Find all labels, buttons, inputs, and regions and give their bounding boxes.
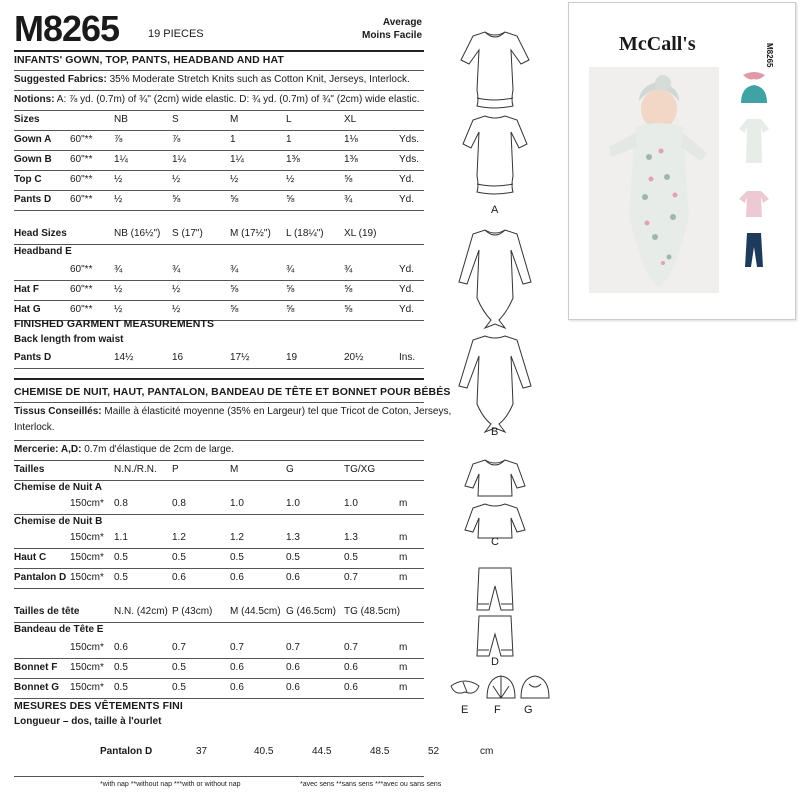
fabric-width: 150cm*: [70, 642, 104, 653]
size-value: ½: [172, 304, 181, 315]
size-value: 0.7: [230, 642, 244, 653]
header-rule: [14, 50, 424, 52]
fabric-width: 60"**: [70, 134, 93, 145]
size-value: ⅝: [286, 304, 295, 315]
size-value: ½: [172, 284, 181, 295]
rule: [14, 440, 424, 441]
yardage-row: [14, 530, 424, 546]
english-title: INFANTS' GOWN, TOP, PANTS, HEADBAND AND HAT: [14, 54, 284, 66]
gown-a-label-fr: Chemise de Nuit A: [14, 482, 102, 493]
yardage-row: [14, 680, 424, 696]
rule: [14, 402, 424, 403]
top-c-back-sketch: [465, 504, 525, 538]
rule: [14, 150, 424, 151]
unit: Yds.: [399, 134, 420, 145]
pattern-number: M8265: [14, 8, 120, 49]
column-header: NB: [114, 114, 128, 125]
size-value: 1: [286, 134, 292, 145]
column-header: M (17½"): [230, 228, 271, 239]
fabrics-fr-text: Maille à élasticité moyenne (35% en Largeur) tel que Tricot de Coton, Jerseys,: [104, 406, 452, 417]
yardage-row: [14, 570, 424, 586]
unit: Yd.: [399, 304, 415, 315]
fabric-width: 150cm*: [70, 552, 104, 563]
fabric-width: 150cm*: [70, 682, 104, 693]
size-value: 1⅛: [344, 134, 358, 145]
unit: Yd.: [399, 264, 415, 275]
size-value: 0.6: [172, 572, 186, 583]
yardage-row: [14, 302, 424, 318]
notions-label: Notions:: [14, 94, 55, 105]
size-value: ¾: [114, 264, 123, 275]
size-value: 1.1: [114, 532, 128, 543]
size-value: 0.6: [286, 662, 300, 673]
column-header: Head Sizes: [14, 228, 67, 239]
gown-b-front-sketch: [459, 230, 531, 328]
rule: [14, 568, 424, 569]
fabrics-fr-label: Tissus Conseillés:: [14, 406, 102, 417]
row-label: Pantalon D: [14, 572, 67, 583]
yardage-row: [14, 660, 424, 676]
headband-e-sketch: [451, 681, 479, 693]
size-value: ⅝: [344, 174, 353, 185]
yardage-row: [14, 550, 424, 566]
view-label-a: A: [491, 204, 499, 216]
column-header: M: [230, 114, 239, 125]
size-value: ¾: [344, 194, 353, 205]
size-value: 0.6: [230, 682, 244, 693]
size-value: 1¼: [230, 154, 244, 165]
cover-pattern-number: M8265: [765, 43, 774, 68]
size-value: 1⅜: [286, 154, 300, 165]
size-value: 0.6: [286, 572, 300, 583]
size-value: 19: [286, 352, 298, 363]
pieces-count: 19 PIECES: [148, 28, 204, 40]
size-value: ⅝: [286, 284, 295, 295]
size-value: 0.7: [172, 642, 186, 653]
size-value: ⅝: [230, 194, 239, 205]
row-label: Bonnet F: [14, 662, 58, 673]
rule: [14, 368, 424, 369]
size-value: 0.5: [114, 662, 128, 673]
column-header: TG/XG: [344, 464, 376, 475]
rule: [14, 658, 424, 659]
finished-title-fr: MESURES DES VÊTEMENTS FINI: [14, 700, 183, 712]
size-value: ⅝: [230, 284, 239, 295]
fabric-width: 60"**: [70, 264, 93, 275]
size-value: 1¼: [172, 154, 186, 165]
size-value: 1.2: [172, 532, 186, 543]
gown-a-back-sketch: [463, 116, 527, 194]
column-header: N.N./R.N.: [114, 464, 157, 475]
size-value: ½: [172, 174, 181, 185]
size-value: ¾: [230, 264, 239, 275]
yardage-row: [14, 282, 424, 298]
envelope-cover: [568, 2, 796, 320]
rule: [14, 588, 424, 589]
unit: Ins.: [399, 352, 416, 363]
fabric-width: 60"**: [70, 154, 93, 165]
column-header: L (18¼"): [286, 228, 324, 239]
rule: [14, 678, 424, 679]
size-value: 0.5: [344, 552, 358, 563]
fabric-width: 60"**: [70, 194, 93, 205]
fabric-width: 60"**: [70, 174, 93, 185]
yardage-row: [14, 152, 424, 168]
column-header: XL (19): [344, 228, 377, 239]
rule: [14, 130, 424, 131]
footnote-en: *with nap **without nap ***with or without nap: [100, 781, 241, 788]
view-label-e: E: [461, 704, 469, 716]
size-value: 0.8: [172, 498, 186, 509]
pants-measure-row-fr: [100, 744, 494, 760]
fabric-width: 150cm*: [70, 572, 104, 583]
headband-label-en: Headband E: [14, 246, 72, 257]
column-header: P: [172, 464, 179, 475]
column-header: P (43cm): [172, 606, 213, 617]
size-value: 1⅜: [344, 154, 358, 165]
size-value: ½: [114, 174, 123, 185]
unit: m: [399, 498, 408, 509]
column-header: G (46.5cm): [286, 606, 337, 617]
top-c-front-sketch: [465, 460, 525, 496]
fabrics-fr-line: [14, 406, 452, 417]
pants-d-back-sketch: [477, 616, 513, 656]
footer-rule: [14, 776, 424, 777]
view-label-d: D: [491, 656, 499, 668]
rule: [14, 548, 424, 549]
size-value: 0.5: [172, 552, 186, 563]
size-value: 0.7: [286, 642, 300, 653]
notions-fr-line: [14, 444, 424, 455]
size-value: 14½: [114, 352, 134, 363]
size-value: 44.5: [312, 746, 332, 757]
yardage-row: [14, 192, 424, 208]
row-label: Hat F: [14, 284, 39, 295]
yardage-row: [14, 172, 424, 188]
size-value: 0.5: [114, 552, 128, 563]
column-header: S: [172, 114, 179, 125]
size-value: ½: [286, 174, 295, 185]
size-value: 0.7: [344, 572, 358, 583]
unit: m: [399, 662, 408, 673]
size-value: 0.6: [230, 572, 244, 583]
view-label-c: C: [491, 536, 499, 548]
unit: Yd.: [399, 284, 415, 295]
size-value: ¾: [344, 264, 353, 275]
row-label: Pants D: [14, 352, 52, 363]
rule: [14, 110, 424, 111]
cover-photo: [589, 67, 719, 293]
size-value: ⅝: [344, 304, 353, 315]
size-value: ½: [114, 194, 123, 205]
hat-f-sketch: [487, 676, 515, 698]
rule: [14, 170, 424, 171]
fabrics-text: 35% Moderate Stretch Knits such as Cotton Knit, Jerseys, Interlock.: [109, 74, 410, 85]
notions-fr-text: 0.7m d'élastique de 2cm de large.: [84, 444, 234, 455]
fabric-width: 150cm*: [70, 662, 104, 673]
size-value: 0.8: [114, 498, 128, 509]
size-value: 0.6: [286, 682, 300, 693]
size-value: 0.7: [344, 642, 358, 653]
size-value: ¾: [172, 264, 181, 275]
difficulty-fr: Moins Facile: [361, 30, 422, 41]
size-value: 37: [196, 746, 208, 757]
sizes-header-row: [14, 112, 424, 128]
size-value: ½: [114, 304, 123, 315]
fabrics-label: Suggested Fabrics:: [14, 74, 107, 85]
fabrics-fr-text2: Interlock.: [14, 422, 55, 433]
fabric-width: 150cm*: [70, 532, 104, 543]
back-length-fr: Longueur – dos, taille à l'ourlet: [14, 716, 162, 727]
size-value: 1.3: [286, 532, 300, 543]
size-value: 0.5: [172, 682, 186, 693]
size-value: 20½: [344, 352, 364, 363]
row-label: Haut C: [14, 552, 47, 563]
rule: [14, 90, 424, 91]
size-value: 52: [428, 746, 440, 757]
rule: [14, 300, 424, 301]
unit: m: [399, 642, 408, 653]
column-header: G: [286, 464, 294, 475]
column-header: TG (48.5cm): [344, 606, 401, 617]
section-rule: [14, 378, 424, 380]
tailles-tete-header-row: [14, 604, 424, 620]
size-value: 0.6: [344, 682, 358, 693]
yardage-row: [14, 640, 424, 656]
view-sketches: [445, 20, 555, 780]
fabric-width: 60"**: [70, 304, 93, 315]
headband-label-fr: Bandeau de Tête E: [14, 624, 104, 635]
size-value: 1.3: [344, 532, 358, 543]
unit: Yd.: [399, 194, 415, 205]
size-value: 1¼: [114, 154, 128, 165]
column-header: Tailles de tête: [14, 606, 80, 617]
size-value: 1.2: [230, 532, 244, 543]
row-label: Pants D: [14, 194, 52, 205]
row-label: Pantalon D: [100, 746, 153, 757]
column-header: XL: [344, 114, 357, 125]
fabric-width: 150cm*: [70, 498, 104, 509]
size-value: 0.5: [172, 662, 186, 673]
notions-text: A: ⅞ yd. (0.7m) of ¾" (2cm) wide elastic. D: ¾ yd. (0.7m) of ¾" (2cm) wide elastic.: [56, 94, 420, 105]
size-value: 40.5: [254, 746, 274, 757]
unit: m: [399, 682, 408, 693]
unit: m: [399, 572, 408, 583]
footnote-fr: *avec sens **sans sens ***avec ou sans sens: [300, 781, 442, 788]
size-value: 1.0: [286, 498, 300, 509]
unit: m: [399, 532, 408, 543]
row-label: Bonnet G: [14, 682, 59, 693]
rule: [14, 280, 424, 281]
size-value: ⅞: [114, 134, 123, 145]
finished-title-en: FINISHED GARMENT MEASUREMENTS: [14, 318, 215, 330]
view-label-f: F: [494, 704, 501, 716]
size-value: 0.6: [114, 642, 128, 653]
unit: Yd.: [399, 174, 415, 185]
size-value: ½: [114, 284, 123, 295]
yardage-row: [14, 132, 424, 148]
column-header: NB (16½"): [114, 228, 161, 239]
size-value: 17½: [230, 352, 250, 363]
fabric-width: 60"**: [70, 284, 93, 295]
size-value: 1: [230, 134, 236, 145]
difficulty-en: Average: [382, 17, 422, 28]
size-value: ¾: [286, 264, 295, 275]
brand-logo: McCall's: [619, 33, 696, 55]
row-label: Gown A: [14, 134, 52, 145]
french-title: CHEMISE DE NUIT, HAUT, PANTALON, BANDEAU DE TÊTE ET BONNET POUR BÉBÉS: [14, 386, 451, 398]
view-label-b: B: [491, 426, 499, 438]
row-label: Gown B: [14, 154, 52, 165]
view-label-g: G: [524, 704, 533, 716]
rule: [14, 698, 424, 699]
rule: [14, 460, 424, 461]
unit: Yds.: [399, 154, 420, 165]
size-value: 0.5: [286, 552, 300, 563]
cover-thumbnails: [729, 67, 779, 283]
size-value: ½: [230, 174, 239, 185]
rule: [14, 514, 424, 515]
column-header: Sizes: [14, 114, 40, 125]
size-value: 0.6: [344, 662, 358, 673]
column-header: M (44.5cm): [230, 606, 281, 617]
column-header: Tailles: [14, 464, 45, 475]
size-value: 0.5: [114, 682, 128, 693]
row-label: Hat G: [14, 304, 41, 315]
notions-line: [14, 94, 424, 105]
size-value: ⅝: [286, 194, 295, 205]
column-header: N.N. (42cm): [114, 606, 168, 617]
yardage-row: [14, 262, 424, 278]
pants-measure-row-en: [14, 350, 424, 366]
rule: [14, 244, 424, 245]
column-header: M: [230, 464, 239, 475]
pants-d-front-sketch: [477, 568, 513, 610]
head-sizes-header-row: [14, 226, 424, 242]
column-header: L: [286, 114, 292, 125]
size-value: ⅝: [172, 194, 181, 205]
size-value: 48.5: [370, 746, 390, 757]
rule: [14, 210, 424, 211]
size-value: 1.0: [344, 498, 358, 509]
rule: [14, 70, 424, 71]
size-value: ⅞: [172, 134, 181, 145]
rule: [14, 190, 424, 191]
notions-fr-label: Mercerie: A,D:: [14, 444, 82, 455]
difficulty: [300, 16, 422, 42]
size-value: 0.5: [230, 552, 244, 563]
rule: [14, 480, 424, 481]
column-header: S (17"): [172, 228, 203, 239]
unit: m: [399, 552, 408, 563]
gown-b-back-sketch: [459, 336, 531, 432]
gown-a-front-sketch: [461, 32, 529, 108]
size-value: 0.5: [114, 572, 128, 583]
size-value: 1.0: [230, 498, 244, 509]
back-length-en: Back length from waist: [14, 334, 124, 345]
rule: [14, 622, 424, 623]
row-label: Top C: [14, 174, 42, 185]
fabrics-line: [14, 74, 424, 85]
size-value: ⅝: [344, 284, 353, 295]
hat-g-sketch: [521, 676, 549, 698]
size-value: 16: [172, 352, 184, 363]
tailles-header-row: [14, 462, 424, 478]
yardage-row: [14, 496, 424, 512]
gown-b-label-fr: Chemise de Nuit B: [14, 516, 103, 527]
size-value: 0.6: [230, 662, 244, 673]
unit: cm: [480, 746, 494, 757]
size-value: ⅝: [230, 304, 239, 315]
